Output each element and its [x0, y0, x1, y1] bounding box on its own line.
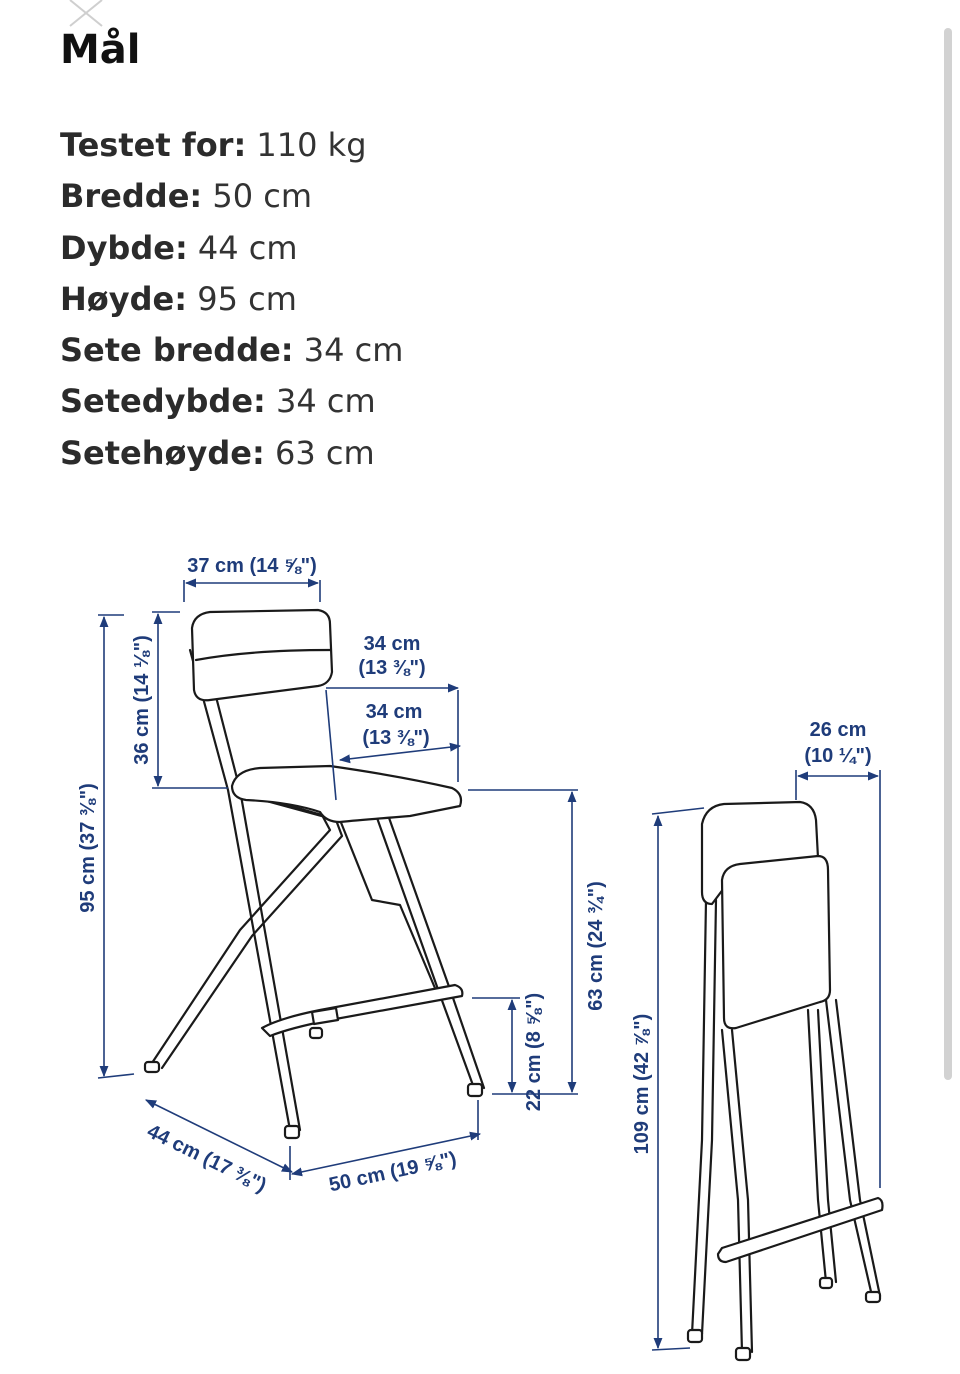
spec-label: Høyde: [60, 279, 188, 318]
spec-value: 44 cm [197, 228, 298, 267]
footrest-height-label: 22 cm (8 ⅝") [523, 992, 545, 1112]
back-width-label: 37 cm (14 ⅝") [187, 555, 317, 577]
seat-depth-cm-label: 34 cm [365, 701, 423, 723]
seat-depth-in-label: (13 ⅜") [362, 727, 430, 749]
spec-label: Bredde: [60, 177, 203, 216]
spec-value: 95 cm [197, 279, 297, 318]
seat-height-label: 63 cm (24 ¾") [585, 881, 607, 1011]
chair-illustration [145, 610, 484, 1138]
width-label: 50 cm (19 ⅝") [327, 1147, 459, 1197]
spec-value: 63 cm [274, 433, 375, 472]
total-height-label: 95 cm (37 ⅜") [77, 783, 99, 913]
back-height-label: 36 cm (14 ⅛") [131, 635, 153, 765]
page-title: Mål [60, 27, 141, 73]
spec-label: Setedybde: [60, 382, 266, 421]
spec-value: 34 cm [303, 331, 404, 370]
folded-depth-cm-label: 26 cm [809, 719, 867, 741]
spec-value: 50 cm [212, 177, 313, 216]
folded-height-label: 109 cm (42 ⅞") [631, 1013, 653, 1155]
depth-label: 44 cm (17 ⅜") [143, 1120, 270, 1197]
folded-depth-in-label: (10 ¼") [804, 745, 872, 767]
spec-value: 34 cm [276, 382, 376, 421]
seat-width-cm-label: 34 cm [363, 633, 421, 655]
folded-chair-illustration [688, 802, 883, 1360]
seat-width-in-label: (13 ⅜") [358, 657, 426, 679]
spec-label: Sete bredde: [60, 331, 294, 370]
spec-label: Testet for: [60, 126, 247, 164]
spec-value: 110 kg [256, 126, 367, 164]
spec-label: Setehøyde: [60, 433, 265, 472]
spec-label: Dybde: [60, 228, 188, 267]
